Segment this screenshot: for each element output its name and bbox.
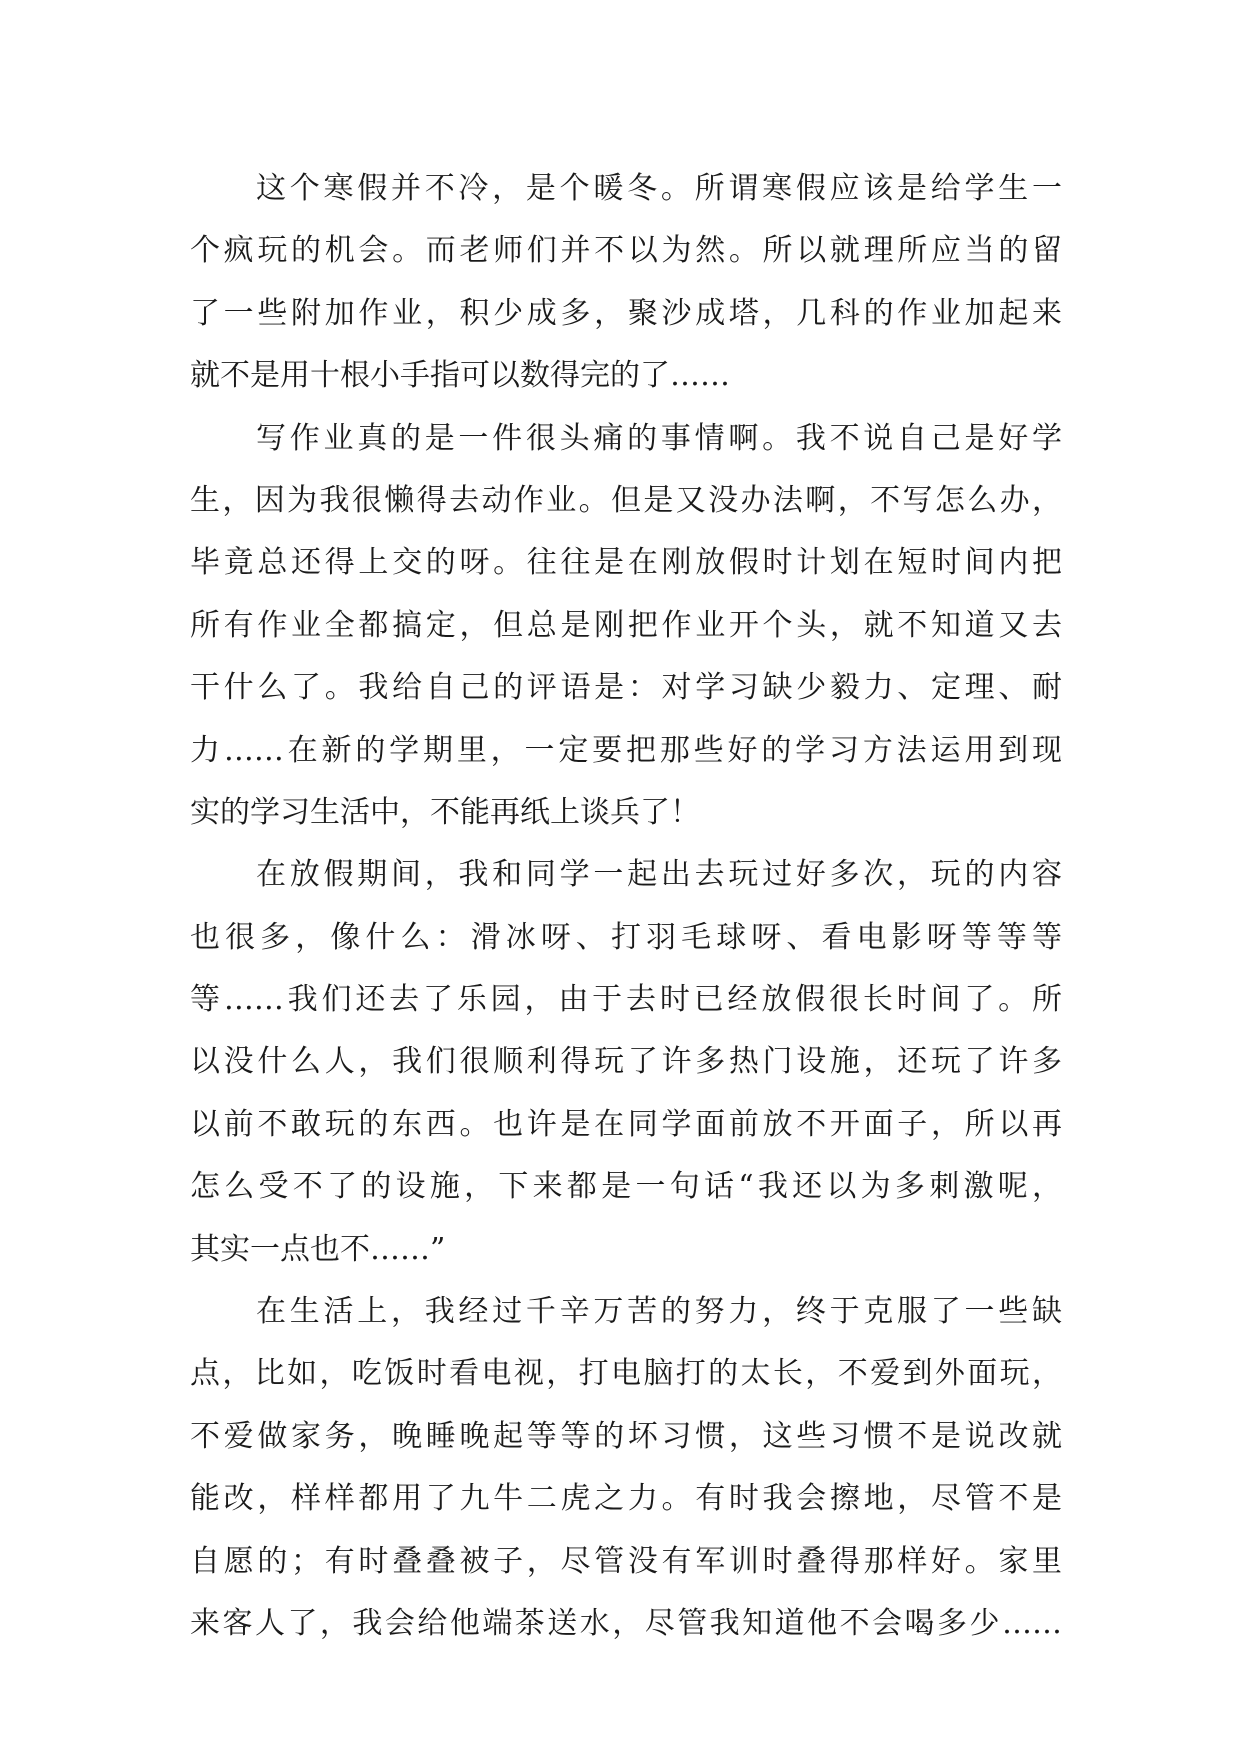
paragraph-2 [190,408,1062,845]
document-body [190,158,1062,1655]
text-line: 所有作业全都搞定，但总是刚把作业开个头，就不知道又去 [190,607,1062,643]
text-line: 个疯玩的机会。而老师们并不以为然。所以就理所应当的留 [190,233,1062,269]
text-line: 等……我们还去了乐园，由于去时已经放假很长时间了。所 [190,982,1062,1018]
text-line: 在放假期间，我和同学一起出去玩过好多次，玩的内容 [256,857,1062,893]
text-line: 力……在新的学期里，一定要把那些好的学习方法运用到现 [190,732,1062,768]
paragraph-3 [190,844,1062,1281]
paragraph-1 [190,158,1062,408]
text-line: 自愿的；有时叠叠被子，尽管没有军训时叠得那样好。家里 [190,1543,1062,1579]
text-line: 以没什么人，我们很顺利得玩了许多热门设施，还玩了许多 [190,1044,1062,1080]
text-line: 了一些附加作业，积少成多，聚沙成塔，几科的作业加起来 [190,295,1062,331]
text-line: 以前不敢玩的东西。也许是在同学面前放不开面子，所以再 [190,1106,1062,1142]
text-line: 这个寒假并不冷，是个暖冬。所谓寒假应该是给学生一 [256,171,1062,206]
text-line: 干什么了。我给自己的评语是：对学习缺少毅力、定理、耐 [190,670,1062,706]
text-line: 实的学习生活中，不能再纸上谈兵了！ [190,794,700,830]
text-line: 就不是用十根小手指可以数得完的了…… [190,358,730,394]
text-line: 能改，样样都用了九牛二虎之力。有时我会擦地，尽管不是 [190,1481,1062,1517]
text-line: 在生活上，我经过千辛万苦的努力，终于克服了一些缺 [256,1294,1062,1330]
text-line: 写作业真的是一件很头痛的事情啊。我不说自己是好学 [256,420,1062,456]
text-line: 来客人了，我会给他端茶送水，尽管我知道他不会喝多少…… [190,1605,1062,1641]
text-line: 生，因为我很懒得去动作业。但是又没办法啊，不写怎么办， [190,482,1062,518]
text-line: 点，比如，吃饭时看电视，打电脑打的太长，不爱到外面玩， [190,1356,1062,1392]
text-line: 怎么受不了的设施，下来都是一句话“我还以为多刺激呢， [190,1169,1062,1205]
paragraph-4 [190,1281,1062,1655]
text-line: 其实一点也不……” [190,1231,446,1267]
text-line: 不爱做家务，晚睡晚起等等的坏习惯，这些习惯不是说改就 [190,1418,1062,1454]
text-line: 毕竟总还得上交的呀。往往是在刚放假时计划在短时间内把 [190,545,1062,581]
text-line: 也很多，像什么：滑冰呀、打羽毛球呀、看电影呀等等等 [190,919,1062,955]
